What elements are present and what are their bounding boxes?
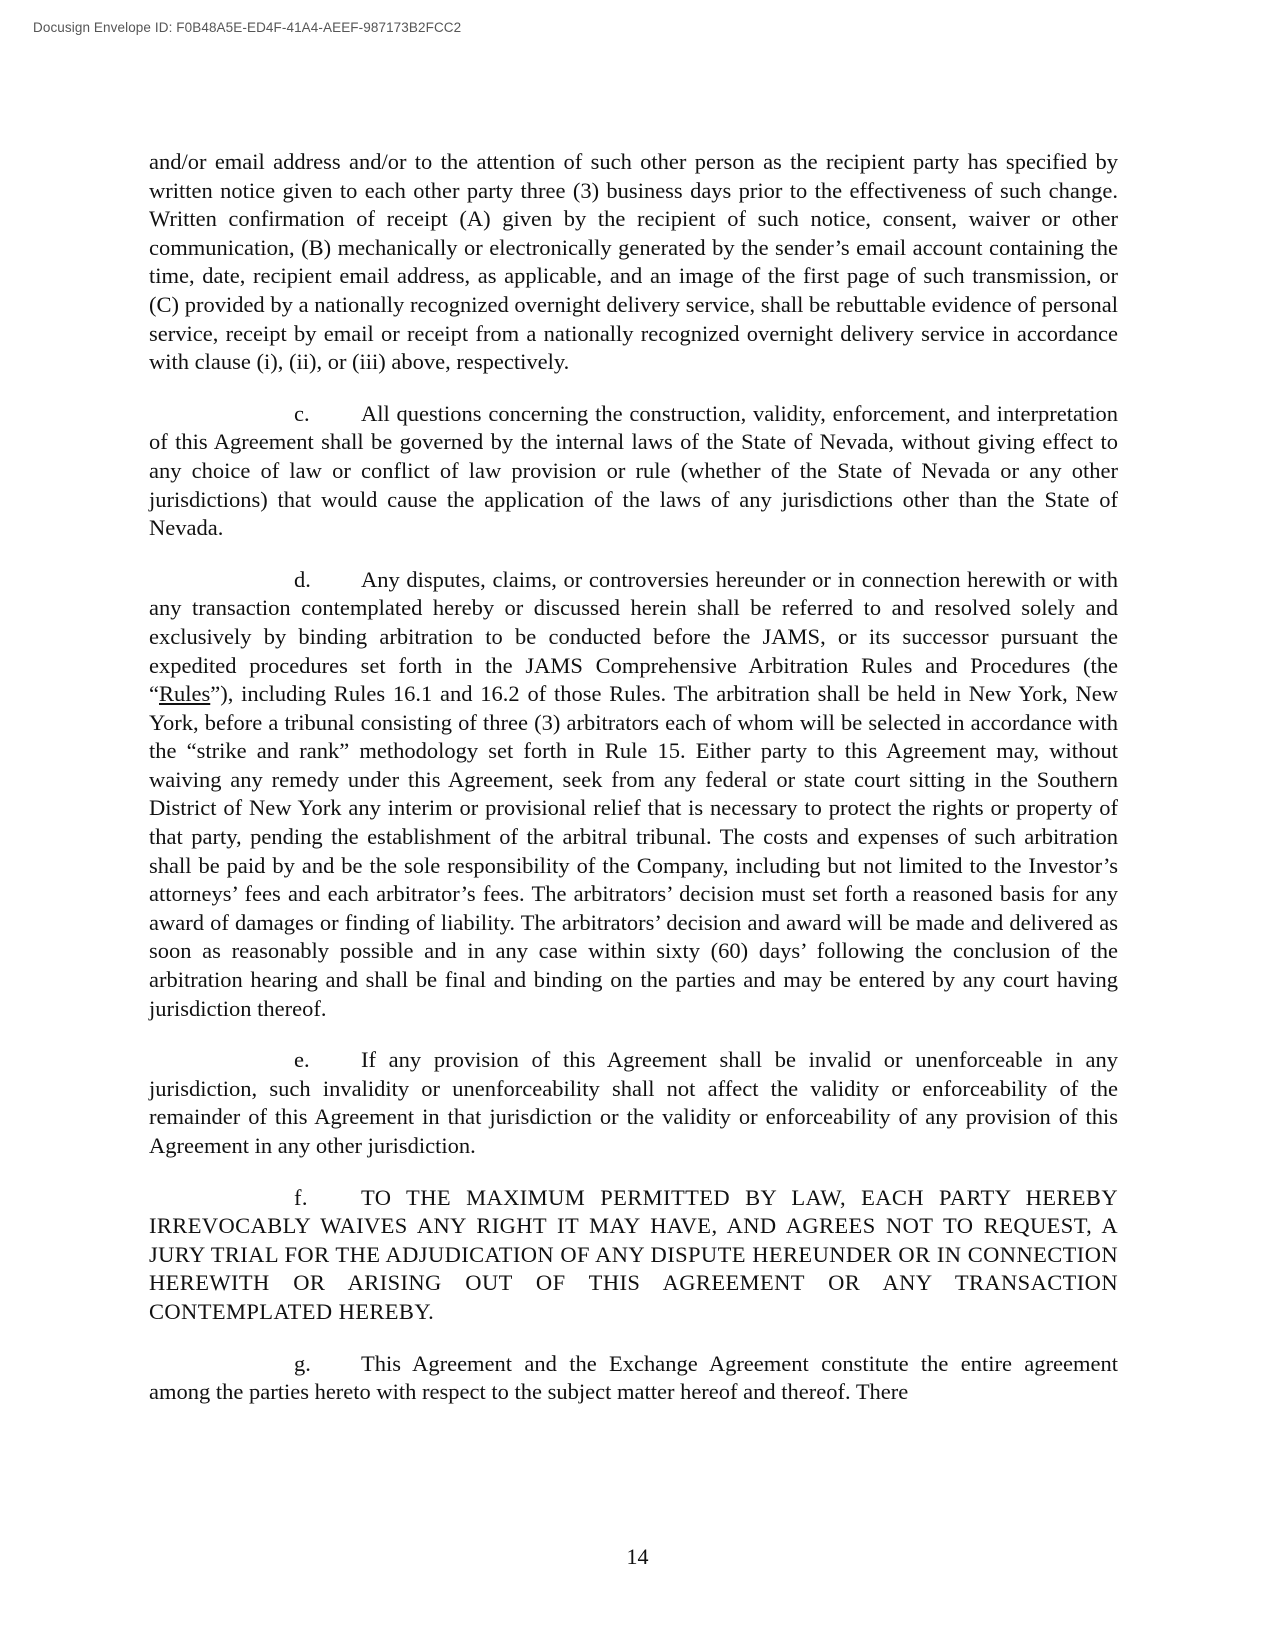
- section-f-label: f.: [294, 1184, 308, 1210]
- section-g: [149, 1350, 1118, 1407]
- section-c-text: All questions concerning the construction, validity, enforcement, and interpretation of this Agreement shall be governed by the internal laws of the State of Nevada, without giving effect to any choice of law or conflict of law provision or rule (whether of the State of Nevada or any other jurisdictions) that would cause the application of the laws of any jurisdictions other than the State of Nevada.: [149, 400, 1118, 541]
- section-f-text: TO THE MAXIMUM PERMITTED BY LAW, EACH PARTY HEREBY IRREVOCABLY WAIVES ANY RIGHT IT MAY HAVE, AND AGREES NOT TO REQUEST, A JURY TRIAL FOR THE ADJUDICATION OF ANY DISPUTE HEREUNDER OR IN CONNECTION HEREWITH OR ARISING OUT OF THIS AGREEMENT OR ANY TRANSACTION CONTEMPLATED HEREBY.: [149, 1184, 1118, 1324]
- envelope-id-header: Docusign Envelope ID: F0B48A5E-ED4F-41A4-AEEF-987173B2FCC2: [33, 20, 462, 35]
- defined-term-rules: Rules: [159, 681, 211, 707]
- section-g-label: g.: [294, 1350, 311, 1376]
- page-number: 14: [626, 1544, 649, 1569]
- section-c: [149, 400, 1118, 543]
- section-d: [149, 566, 1118, 1024]
- document-body: [149, 148, 1118, 1430]
- section-g-text: This Agreement and the Exchange Agreement constitute the entire agreement among the parties hereto with respect to the subject matter hereof and thereof. There: [149, 1350, 1118, 1405]
- section-d-label: d.: [294, 566, 311, 592]
- section-e-text: If any provision of this Agreement shall be invalid or unenforceable in any jurisdiction, such invalidity or unenforceability shall not affect the validity or enforceability of the remainder of this Agreement in that jurisdiction or the validity or enforceability of any provision of this Agreement in any other jurisdiction.: [149, 1047, 1118, 1158]
- section-e-label: e.: [294, 1047, 310, 1073]
- section-d-text-before: Any disputes, claims, or controversies hereunder or in connection herewith or with any transaction contemplated hereby or discussed herein shall be referred to and resolved solely and exclusively by binding arbitration to be conducted before the JAMS, or its successor pursuant the expedited procedures set forth in the JAMS Comprehensive Arbitration Rules and Procedures (the “: [149, 566, 1118, 707]
- section-e: [149, 1046, 1118, 1160]
- continuation-paragraph: and/or email address and/or to the attention of such other person as the recipient party has specified by written notice given to each other party three (3) business days prior to the effectiveness of such change. Written confirmation of receipt (A) given by the recipient of such notice, consent, waiver or other communication, (B) mechanically or electronically generated by the sender’s email account containing the time, date, recipient email address, as applicable, and an image of the first page of such transmission, or (C) provided by a nationally recognized overnight delivery service, shall be rebuttable evidence of personal service, receipt by email or receipt from a nationally recognized overnight delivery service in accordance with clause (i), (ii), or (iii) above, respectively.: [149, 149, 1118, 375]
- section-f: [149, 1184, 1118, 1327]
- section-c-label: c.: [294, 400, 310, 426]
- section-d-text-after: ”), including Rules 16.1 and 16.2 of those Rules. The arbitration shall be held in New York, New York, before a tribunal consisting of three (3) arbitrators each of whom will be selected in accordance with the “strike and rank” methodology set forth in Rule 15. Either party to this Agreement may, without waiving any remedy under this Agreement, seek from any federal or state court sitting in the Southern District of New York any interim or provisional relief that is necessary to protect the rights or property of that party, pending the establishment of the arbitral tribunal. The costs and expenses of such arbitration shall be paid by and be the sole responsibility of the Company, including but not limited to the Investor’s attorneys’ fees and each arbitrator’s fees. The arbitrators’ decision must set forth a reasoned basis for any award of damages or finding of liability. The arbitrators’ decision and award will be made and delivered as soon as reasonably possible and in any case within sixty (60) days’ following the conclusion of the arbitration hearing and shall be final and binding on the parties and may be entered by any court having jurisdiction thereof.: [149, 681, 1118, 1021]
